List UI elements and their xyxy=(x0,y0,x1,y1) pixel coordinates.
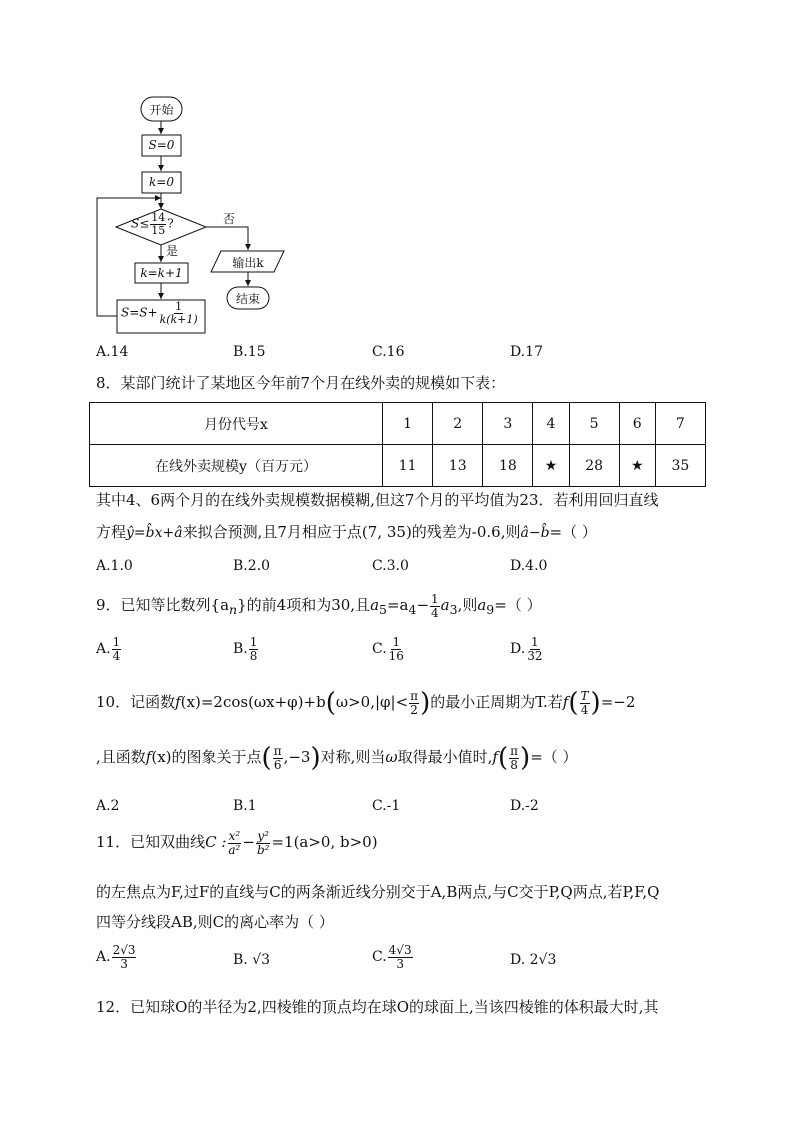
q11-a2: a² xyxy=(228,842,241,857)
yes-label: 是 xyxy=(166,244,179,258)
q10-option-d: D.-2 xyxy=(510,798,539,814)
q10-line2-d: 取得最小值时, xyxy=(397,748,493,766)
q8-month-2: 2 xyxy=(433,403,483,445)
q10-line1: 10．记函数f(x)=2cos(ωx+φ)+b(ω>0,|φ|< $\frac{\pi}{2}$ )的最小正周期为T.若f( $\frac{T}{4}$ )=−2 xyxy=(96,688,636,718)
q9-stem xyxy=(96,591,542,624)
flowchart-lines xyxy=(0,0,794,360)
q10-line2-b: 的图象关于点 xyxy=(171,748,262,766)
s-update-label xyxy=(121,301,200,325)
q9-option-c-num: 1 xyxy=(392,635,401,649)
q9-option-a xyxy=(96,636,122,662)
q11-rest: =1(a>0, b>0) xyxy=(271,833,378,852)
q11-option-c-den: 3 xyxy=(396,956,404,971)
q10-f3: f xyxy=(145,748,152,766)
q9-frac-den: 4 xyxy=(431,605,439,620)
table-row xyxy=(90,445,706,487)
q8-option-a: A.1.0 xyxy=(96,558,133,574)
q9-frac-num: 1 xyxy=(431,591,439,606)
q8-line2-d: 的残差为-0.6,则 xyxy=(411,523,521,541)
q7-option-c: C.16 xyxy=(372,344,405,360)
q9-a: 9．已知等比数列 xyxy=(96,596,211,614)
no-label: 否 xyxy=(223,212,236,226)
q8-option-c: C.3.0 xyxy=(372,558,409,574)
q9-d: =a xyxy=(386,596,409,614)
q9-option-b xyxy=(233,636,259,662)
q8-month-4: 4 xyxy=(533,403,569,445)
q9-option-a-den: 4 xyxy=(112,648,121,663)
q8-line2-a: 方程 xyxy=(96,523,127,541)
q9-sub9: 9 xyxy=(486,602,495,617)
s-update-num: 1 xyxy=(175,300,183,313)
q11-y2: y² xyxy=(257,829,269,843)
q9-h: a xyxy=(477,596,487,614)
q9-option-b-label: B. xyxy=(233,641,248,658)
q10-x2: (x) xyxy=(151,748,172,766)
q10-f2: f xyxy=(562,693,569,711)
q11-option-d: D. 2√3 xyxy=(510,952,557,968)
q8-month-6: 6 xyxy=(619,403,655,445)
q9-option-b-num: 1 xyxy=(249,635,258,649)
k-inc-label: k=k+1 xyxy=(140,266,183,280)
q10-neg3: ,−3 xyxy=(283,748,311,766)
q10-line2-c: 对称,则当 xyxy=(320,748,386,766)
q12-stem: 12．已知球O的半径为2,四棱锥的顶点均在球O的球面上,当该四棱锥的体积最大时,其 xyxy=(96,998,659,1016)
q9-option-a-num: 1 xyxy=(112,635,121,649)
q10-pi6-num: π xyxy=(273,743,282,758)
q11-line3: 四等分线段AB,则C的离心率为（ ） xyxy=(96,913,334,931)
q11-b2: b² xyxy=(256,842,270,857)
q8-value-1: 11 xyxy=(383,445,433,487)
q8-table xyxy=(89,402,706,487)
q9-sub4: 4 xyxy=(408,602,417,617)
table-row xyxy=(90,403,706,445)
q10-cond: ω>0,|φ|< xyxy=(335,693,409,711)
q11-option-c xyxy=(372,944,414,970)
q8-month-7: 7 xyxy=(655,403,705,445)
q7-option-a: A.14 xyxy=(96,344,129,360)
q9-option-a-label: A. xyxy=(96,641,111,658)
q9-option-d-label: D. xyxy=(510,641,526,658)
condition-prefix: S≤ xyxy=(131,216,150,231)
q10-option-a: A.2 xyxy=(96,798,120,814)
q10-pi-num: π xyxy=(410,688,419,703)
q8-option-b: B.2.0 xyxy=(233,558,271,574)
q10-eq: =2cos(ωx+φ)+b xyxy=(200,693,326,711)
q8-value-4: ★ xyxy=(533,445,569,487)
q10-pi8-num: π xyxy=(510,743,519,758)
q11-option-a-num: 2√3 xyxy=(112,943,136,957)
end-label: 结束 xyxy=(235,292,260,306)
q8-row2-label: 在线外卖规模y（百万元） xyxy=(90,445,383,487)
q8-month-1: 1 xyxy=(383,403,433,445)
q9-i: =（ ） xyxy=(494,596,542,614)
q11-x2: x² xyxy=(228,829,241,843)
q11-option-b: B. √3 xyxy=(233,952,271,968)
q8-line2-e: =（ ） xyxy=(549,523,597,541)
q10-pi6-den: 6 xyxy=(273,757,282,772)
s-init-label: S=0 xyxy=(148,138,175,152)
q11-option-a-den: 3 xyxy=(120,956,128,971)
q8-value-2: 13 xyxy=(433,445,483,487)
q9-sub5: 5 xyxy=(379,602,387,617)
q9-g: ,则 xyxy=(457,596,478,614)
q9-option-d-num: 1 xyxy=(531,635,539,649)
q9-option-d-den: 32 xyxy=(527,648,543,663)
q8-stem: 8．某部门统计了某地区今年前7个月在线外卖的规模如下表： xyxy=(96,374,506,392)
q9-subn: n xyxy=(229,602,238,617)
q10-option-b: B.1 xyxy=(233,798,257,814)
q8-expression: â−b̂ xyxy=(520,525,550,541)
s-update-den: k(k+1) xyxy=(159,312,198,326)
q8-value-3: 18 xyxy=(483,445,533,487)
s-update-prefix: S=S+ xyxy=(121,305,158,320)
condition-den: 15 xyxy=(151,223,166,237)
q8-value-6: ★ xyxy=(619,445,655,487)
q11-option-a-label: A. xyxy=(96,949,111,966)
q8-point: (7, 35) xyxy=(361,523,412,541)
q10-four: 4 xyxy=(580,702,589,717)
q11-C: C : xyxy=(205,833,227,852)
q10-f4: f xyxy=(492,748,498,766)
q10-T: T xyxy=(580,688,589,703)
q11-option-c-label: C. xyxy=(372,949,387,966)
q8-line2-b: 来拟合预测,且7月相应于点 xyxy=(182,523,362,541)
q9-e: − xyxy=(416,596,430,614)
q9-b: }的前4项和为30,且 xyxy=(237,596,371,614)
q10-x: (x) xyxy=(180,693,201,711)
q8-month-5: 5 xyxy=(569,403,619,445)
q11-line2: 的左焦点为F,过F的直线与C的两条渐近线分别交于A,B两点,与C交于P,Q两点,若P,F,Q xyxy=(96,883,660,901)
q10-option-c: C.-1 xyxy=(372,798,401,814)
q8-row1-label: 月份代号x xyxy=(90,403,383,445)
q10-a: 10．记函数 xyxy=(96,693,176,711)
q11-option-c-num: 4√3 xyxy=(388,943,412,957)
q11-a: 11．已知双曲线 xyxy=(96,833,206,852)
q8-option-d: D.4.0 xyxy=(510,558,548,574)
q9-option-b-den: 8 xyxy=(249,648,258,663)
q7-option-b: B.15 xyxy=(233,344,266,360)
output-label: 输出k xyxy=(232,256,264,270)
q10-omega: ω xyxy=(385,748,398,766)
q9-option-c-den: 16 xyxy=(388,648,404,663)
q8-month-3: 3 xyxy=(483,403,533,445)
q9-option-c-label: C. xyxy=(372,641,387,658)
q7-option-d: D.17 xyxy=(510,344,543,360)
q8-line1: 其中4、6两个月的在线外卖规模数据模糊,但这7个月的平均值为23．若利用回归直线 xyxy=(96,491,659,509)
condition-num: 14 xyxy=(151,211,166,224)
q10-f: f xyxy=(175,693,181,711)
q9-f: a xyxy=(440,596,450,614)
q8-value-5: 28 xyxy=(569,445,619,487)
q9-option-c xyxy=(372,636,406,662)
condition-label xyxy=(131,212,174,236)
regression-equation: ŷ=b̂x+â xyxy=(126,525,183,541)
q10-line2: ,且函数f(x)的图象关于点( $\frac{\pi}{6}$ ,−3)对称,则当ω取得最小值时,f( $\frac{\pi}{8}$ )=（ ） xyxy=(96,743,578,773)
q10-line2-e: =（ ） xyxy=(530,748,578,766)
q8-value-7: 35 xyxy=(655,445,705,487)
q11-minus: − xyxy=(242,833,255,852)
k-init-label: k=0 xyxy=(149,175,174,189)
q10-b: 的最小正周期为T.若 xyxy=(430,693,563,711)
q9-sub3: 3 xyxy=(449,602,458,617)
q10-line2-a: ,且函数 xyxy=(96,748,146,766)
q9-c: a xyxy=(370,596,380,614)
q9-option-d xyxy=(510,636,544,662)
q9-seq: {a xyxy=(210,596,230,614)
q10-pi8-den: 8 xyxy=(510,757,518,772)
q8-line2 xyxy=(96,521,597,542)
start-label: 开始 xyxy=(149,103,174,117)
q11-option-a xyxy=(96,944,137,970)
q10-pi-den: 2 xyxy=(410,702,418,717)
q11-line1 xyxy=(96,830,378,856)
condition-suffix: ? xyxy=(167,216,174,231)
q10-c: =−2 xyxy=(600,693,636,711)
